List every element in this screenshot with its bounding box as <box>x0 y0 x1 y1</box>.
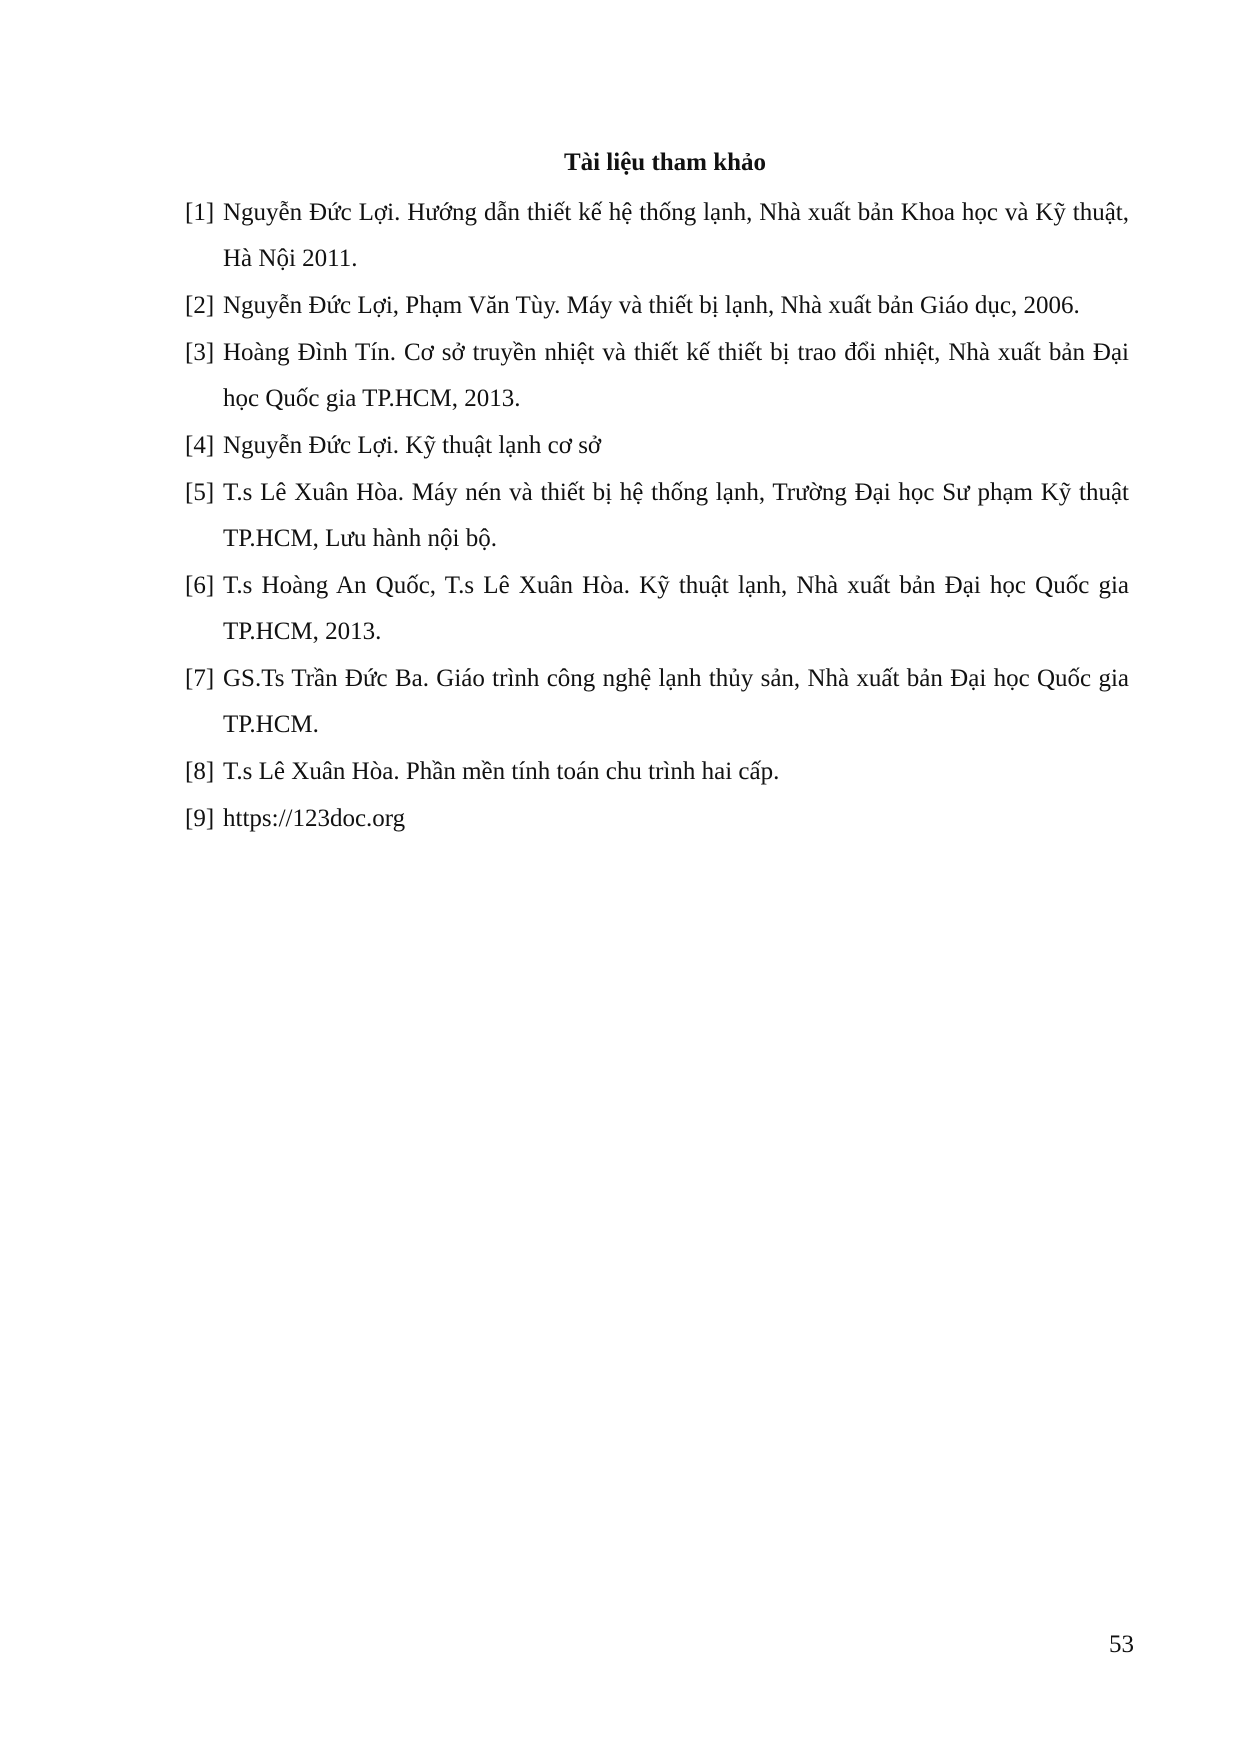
reference-item <box>185 190 1129 282</box>
reference-number: [5] <box>185 479 215 506</box>
reference-text: Hoàng Đình Tín. Cơ sở truyền nhiệt và thiết kế thiết bị trao đổi nhiệt, Nhà xuất bản Đại học Quốc gia TP.HCM, 2013. <box>223 339 1129 412</box>
reference-item <box>185 796 1129 842</box>
reference-number: [9] <box>185 805 215 832</box>
reference-number: [6] <box>185 572 215 599</box>
reference-text: T.s Lê Xuân Hòa. Phần mền tính toán chu trình hai cấp. <box>223 758 780 785</box>
reference-item <box>185 423 1129 469</box>
reference-link[interactable]: https://123doc.org <box>223 805 406 832</box>
reference-item <box>185 656 1129 748</box>
reference-item <box>185 330 1129 422</box>
reference-number: [4] <box>185 432 215 459</box>
reference-text: T.s Lê Xuân Hòa. Máy nén và thiết bị hệ thống lạnh, Trường Đại học Sư phạm Kỹ thuật TP.HCM, Lưu hành nội bộ. <box>223 479 1129 552</box>
reference-number: [1] <box>185 199 215 226</box>
page-title: Tài liệu tham khảo <box>563 149 767 176</box>
reference-text: T.s Hoàng An Quốc, T.s Lê Xuân Hòa. Kỹ thuật lạnh, Nhà xuất bản Đại học Quốc gia TP.HCM, 2013. <box>223 572 1129 645</box>
reference-item <box>185 749 1129 795</box>
reference-text: Nguyễn Đức Lợi, Phạm Văn Tùy. Máy và thiết bị lạnh, Nhà xuất bản Giáo dục, 2006. <box>223 292 1080 319</box>
reference-item <box>185 283 1129 329</box>
reference-number: [2] <box>185 292 215 319</box>
reference-list <box>185 190 1129 843</box>
reference-number: [7] <box>185 665 215 692</box>
reference-item <box>185 563 1129 655</box>
page-number: 53 <box>1109 1631 1134 1658</box>
reference-item <box>185 470 1129 562</box>
reference-number: [3] <box>185 339 215 366</box>
reference-text: Nguyễn Đức Lợi. Kỹ thuật lạnh cơ sở <box>223 432 602 459</box>
reference-text: GS.Ts Trần Đức Ba. Giáo trình công nghệ lạnh thủy sản, Nhà xuất bản Đại học Quốc gia TP.HCM. <box>223 665 1129 738</box>
reference-text: Nguyễn Đức Lợi. Hướng dẫn thiết kế hệ thống lạnh, Nhà xuất bản Khoa học và Kỹ thuật, Hà Nội 2011. <box>223 199 1129 272</box>
reference-number: [8] <box>185 758 215 785</box>
